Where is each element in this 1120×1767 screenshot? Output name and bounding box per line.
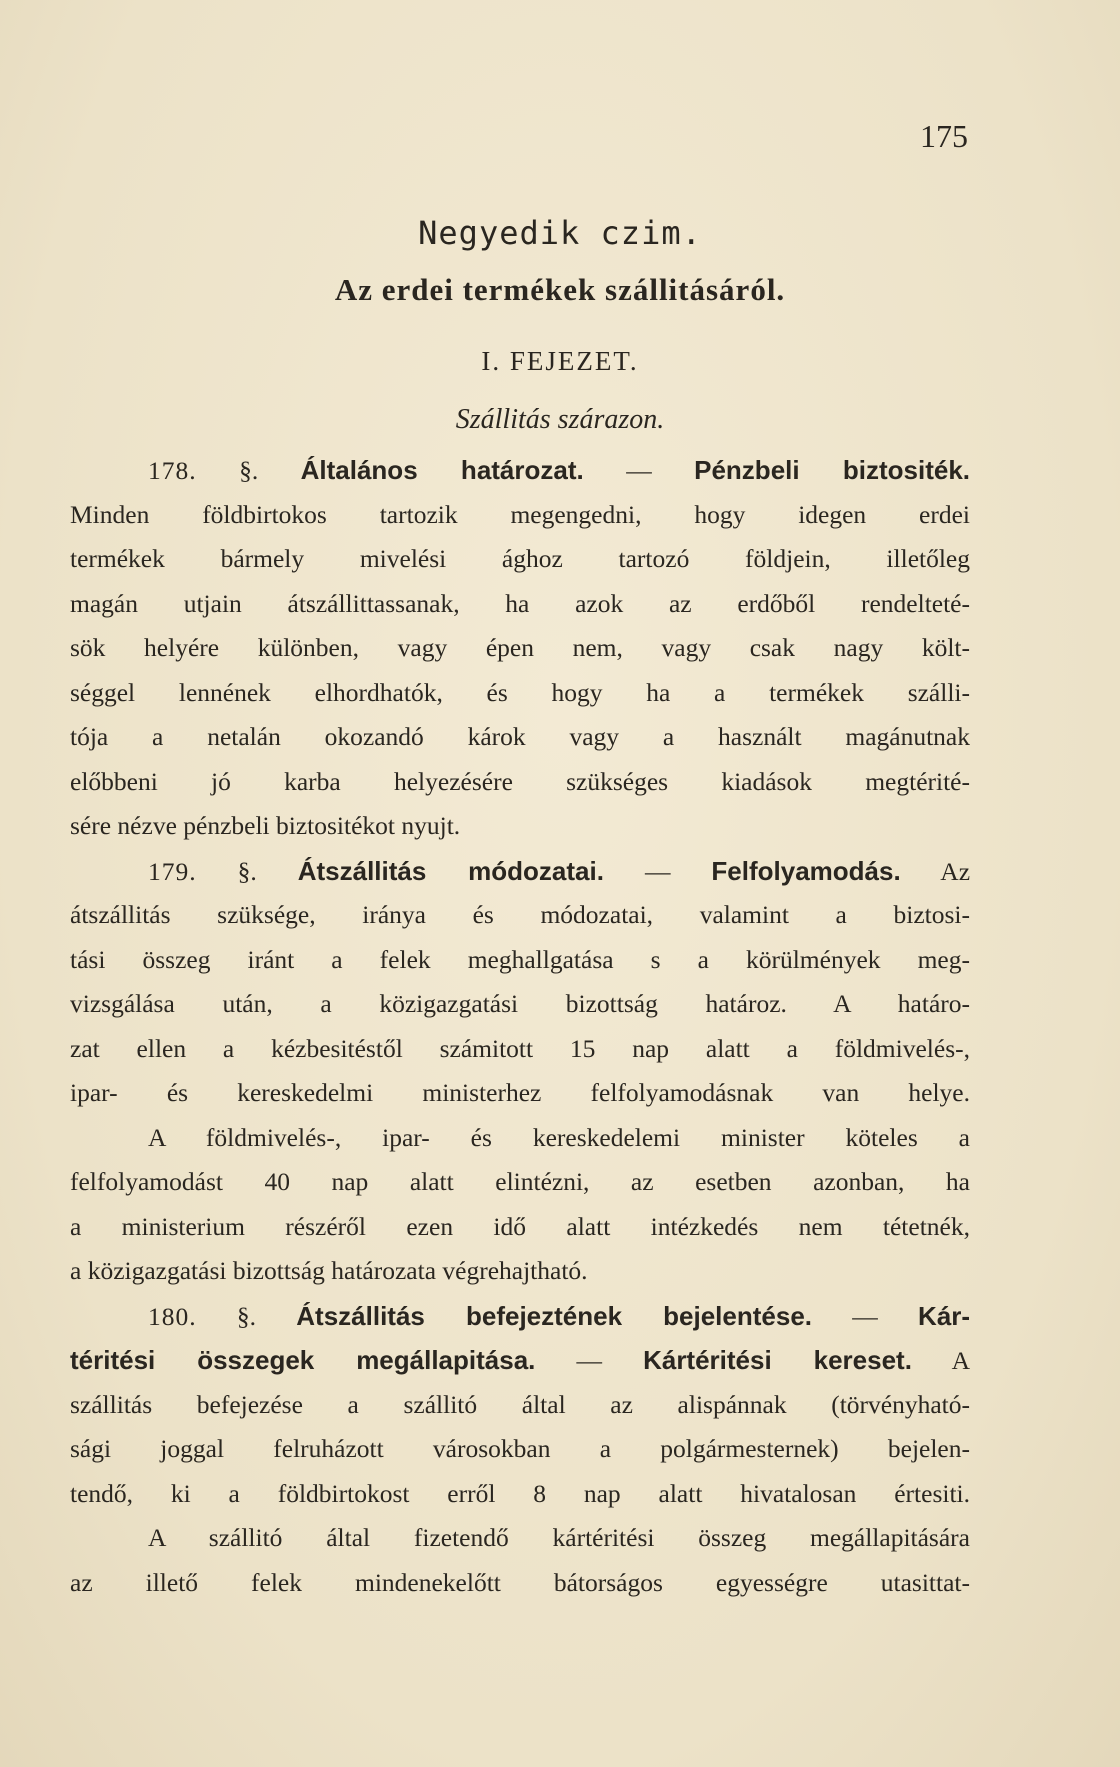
text-line: tója a netalán okozandó károk vagy a használt magánutnak bbox=[70, 722, 970, 751]
section-180-heading bbox=[70, 1294, 970, 1339]
paragraph-symbol: §. bbox=[236, 1301, 257, 1331]
section-179-heading bbox=[70, 849, 970, 894]
text-line: séggel lennének elhordhatók, és hogy ha a termékek szálli- bbox=[70, 677, 970, 707]
section-title: Szállitás szárazon. bbox=[455, 404, 665, 435]
section-180-heading-cont bbox=[70, 1338, 970, 1383]
paragraph-symbol: §. bbox=[239, 456, 259, 485]
text-fragment: A bbox=[951, 1346, 971, 1375]
text-line: tendő, ki a földbirtokost erről 8 nap alatt hivatalosan értesiti. bbox=[70, 1478, 970, 1508]
body-text bbox=[70, 448, 970, 1605]
chapter-subtitle: Az erdei termékek szállitásáról. bbox=[334, 272, 786, 307]
section-heading: Pénzbeli biztositék. bbox=[694, 455, 971, 485]
chapter-title: Negyedik czim. bbox=[418, 214, 702, 252]
text-line: vizsgálása után, a közigazgatási bizottság határoz. A határo- bbox=[70, 989, 970, 1018]
section-heading: téritési összegek megállapitása. bbox=[70, 1345, 536, 1375]
text-line: sági joggal felruházott városokban a polgármesternek) bejelen- bbox=[70, 1434, 970, 1463]
em-dash: — bbox=[852, 1301, 878, 1331]
text-line: zat ellen a kézbesitéstől számitott 15 nap alatt a földmivelés-, bbox=[70, 1033, 970, 1063]
section-178-heading bbox=[70, 448, 970, 493]
text-line: sök helyére különben, vagy épen nem, vagy csak nagy költ- bbox=[70, 633, 970, 662]
section-heading: Általános határozat. bbox=[300, 455, 584, 485]
section-number: 180. bbox=[148, 1301, 197, 1331]
text-line: magán utjain átszállittassanak, ha azok az erdőből rendelteté- bbox=[70, 588, 970, 618]
section-number: 179. bbox=[148, 856, 197, 886]
text-line: felfolyamodást 40 nap alatt elintézni, az esetben azonban, ha bbox=[70, 1167, 970, 1196]
text-line: A szállitó által fizetendő kártéritési összeg megállapitására bbox=[148, 1523, 970, 1552]
text-line: szállitás befejezése a szállitó által az alispánnak (törvényható- bbox=[70, 1389, 970, 1419]
section-heading: Kártéritési kereset. bbox=[643, 1345, 912, 1375]
em-dash: — bbox=[576, 1346, 602, 1375]
text-line: A földmivelés-, ipar- és kereskedelemi minister köteles a bbox=[148, 1122, 970, 1152]
em-dash: — bbox=[644, 856, 671, 886]
page-number: 175 bbox=[920, 118, 968, 154]
section-heading: Átszállitás befejeztének bejelentése. bbox=[296, 1300, 813, 1331]
section-number: 178. bbox=[148, 456, 197, 485]
paragraph-symbol: §. bbox=[237, 856, 257, 886]
text-line: termékek bármely mivelési ághoz tartozó földjein, illetőleg bbox=[70, 544, 970, 573]
section-heading: Átszállitás módozatai. bbox=[297, 855, 604, 886]
em-dash: — bbox=[626, 456, 652, 485]
text-line: az illető felek mindenekelőtt bátorságos egyességre utasittat- bbox=[70, 1567, 970, 1597]
section-heading: Felfolyamodás. bbox=[711, 855, 901, 886]
section-heading: Kár- bbox=[918, 1300, 971, 1331]
text-line: előbbeni jó karba helyezésére szükséges kiadások megtérité- bbox=[70, 766, 970, 796]
text-fragment: Az bbox=[940, 856, 971, 886]
text-line: Minden földbirtokos tartozik megengedni, hogy idegen erdei bbox=[70, 499, 970, 529]
text-line: ipar- és kereskedelmi ministerhez felfolyamodásnak van helye. bbox=[70, 1078, 970, 1107]
text-line: a ministerium részéről ezen idő alatt intézkedés nem tétetnék, bbox=[70, 1211, 970, 1241]
text-line: sére nézve pénzbeli biztositékot nyujt. bbox=[70, 811, 461, 840]
text-line: a közigazgatási bizottság határozata végrehajtható. bbox=[70, 1256, 588, 1285]
chapter-label: I. FEJEZET. bbox=[481, 346, 639, 376]
text-line: tási összeg iránt a felek meghallgatása s a körülmények meg- bbox=[70, 944, 970, 974]
text-line: átszállitás szüksége, iránya és módozatai, valamint a biztosi- bbox=[70, 900, 970, 929]
